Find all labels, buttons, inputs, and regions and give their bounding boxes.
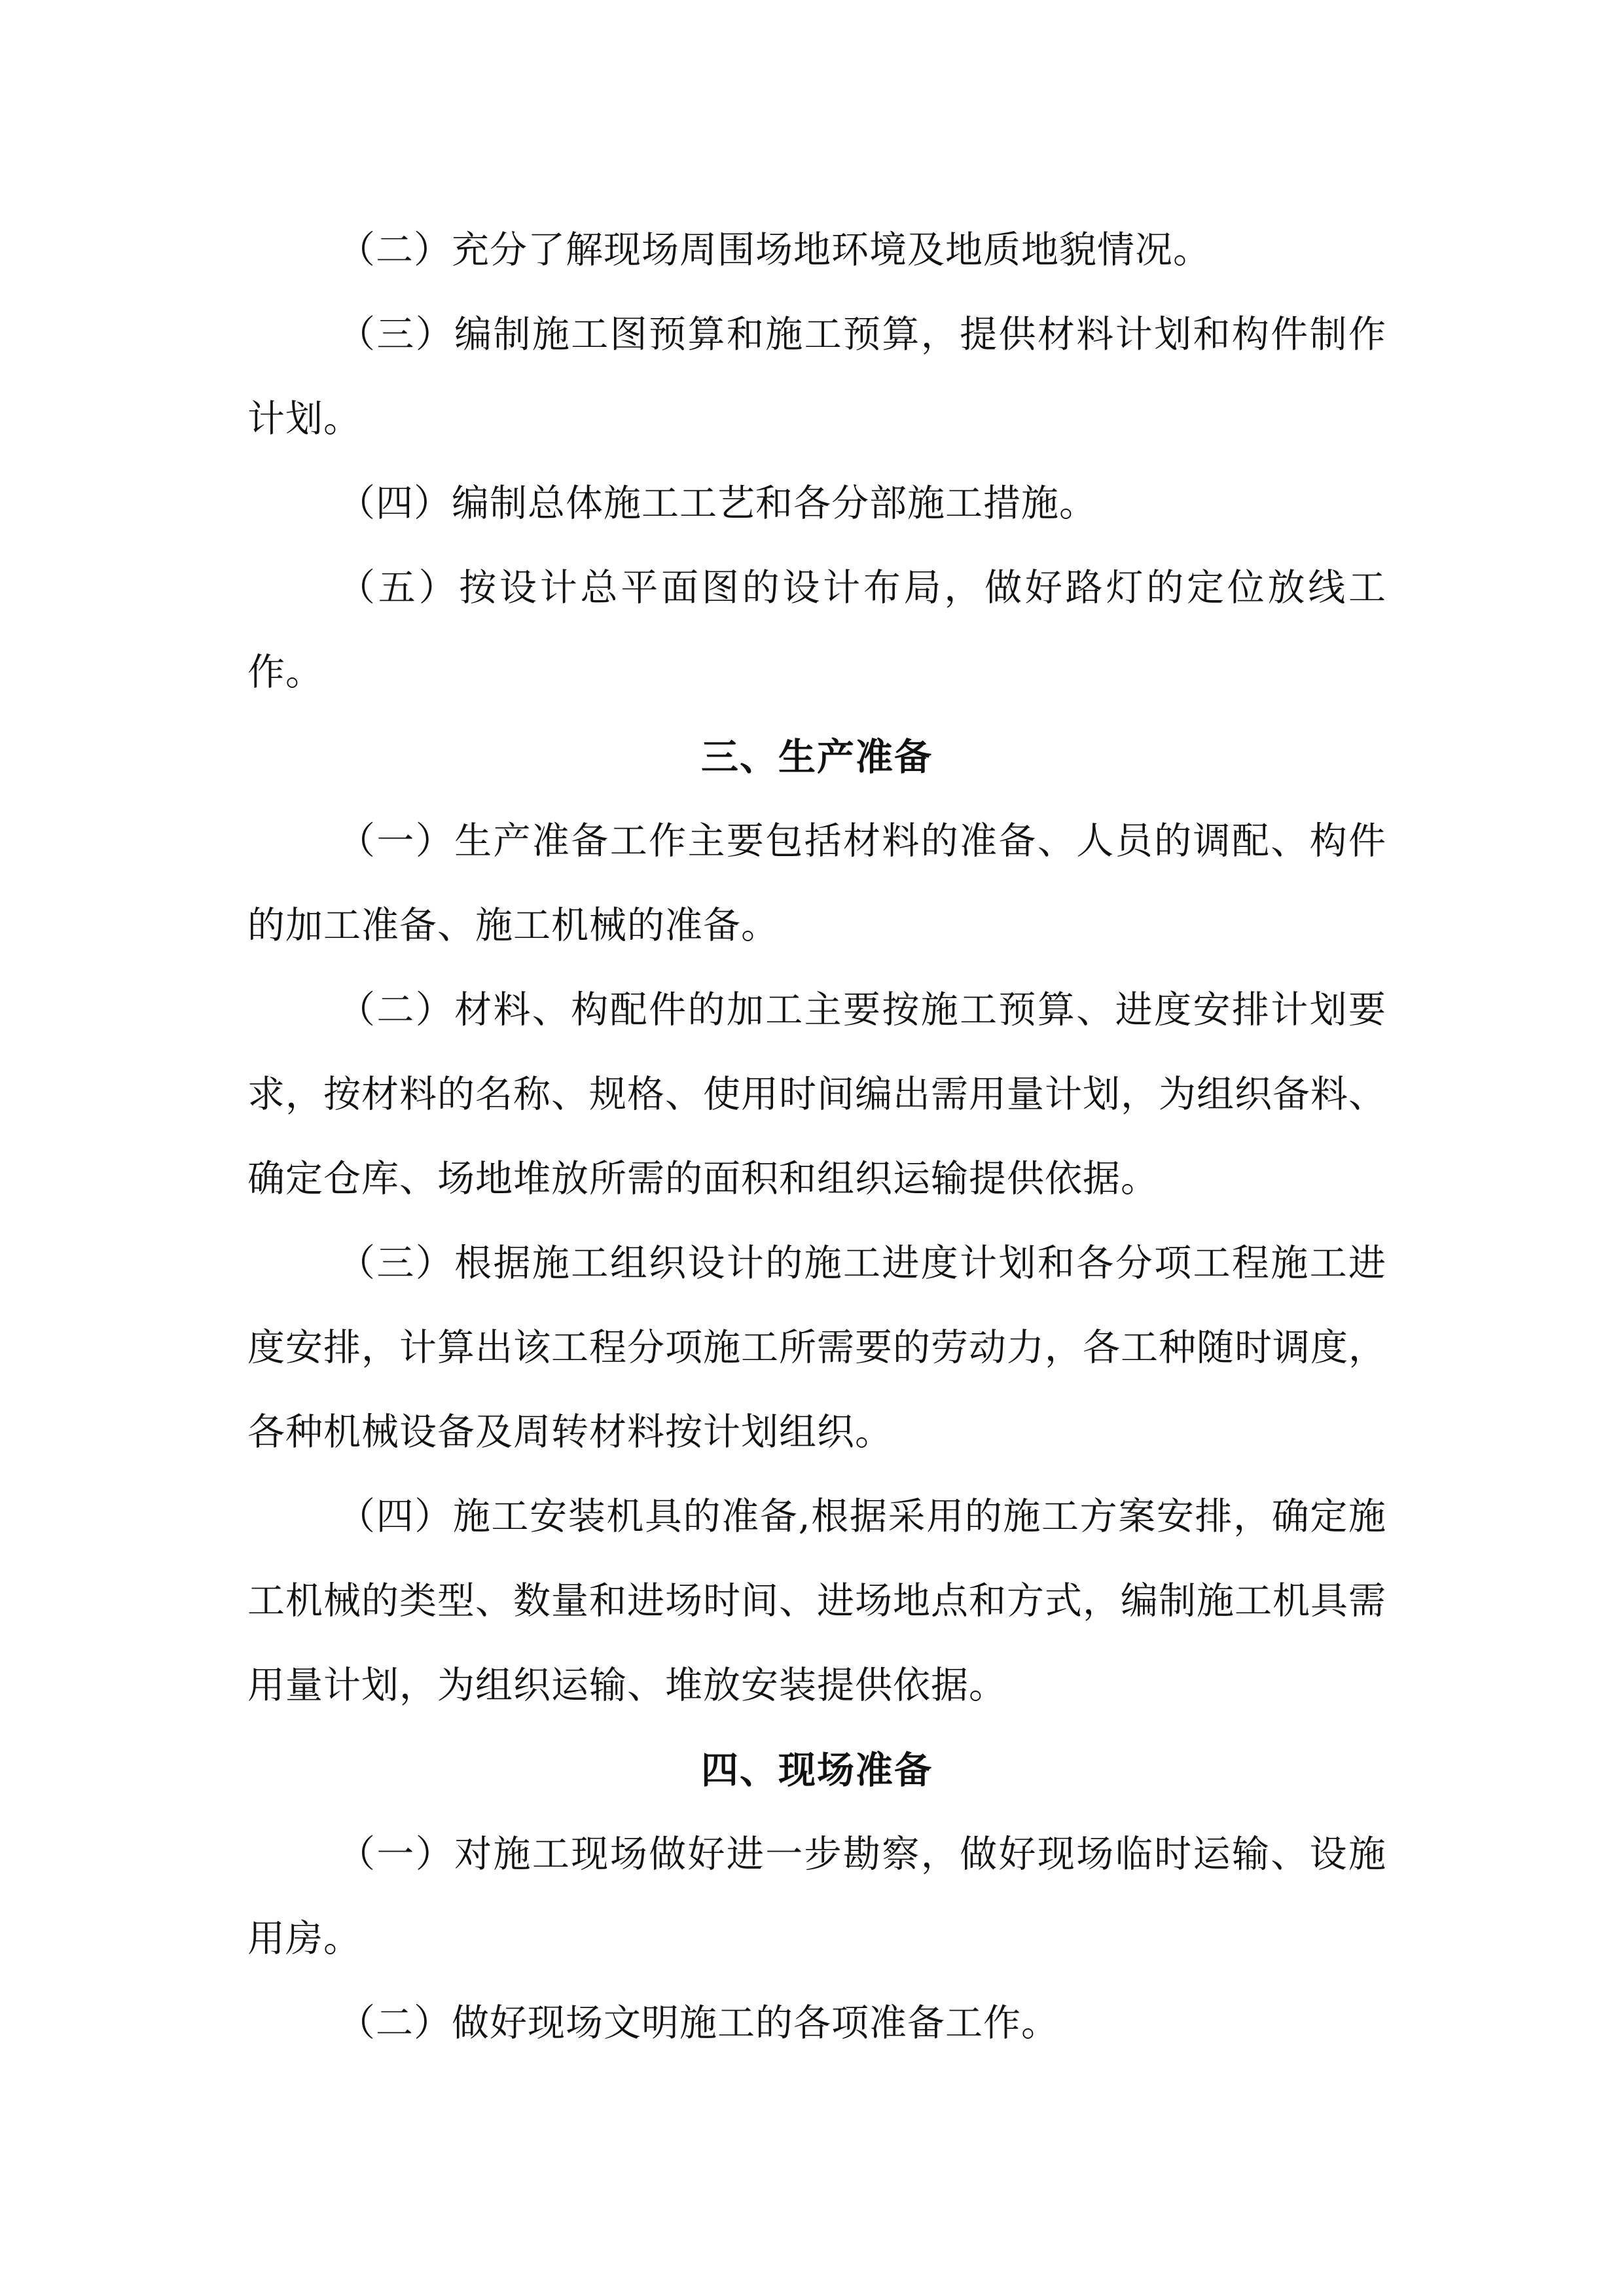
section-heading: 三、生产准备 xyxy=(701,735,933,779)
paragraph: （三）编制施工图预算和施工预算，提供材料计划和构件制作计划。 xyxy=(247,313,1386,440)
paragraph: （二）材料、构配件的加工主要按施工预算、进度安排计划要求，按材料的名称、规格、使用时间编出需用量计划，为组织备料、确定仓库、场地堆放所需的面积和组织运输提供依据。 xyxy=(247,988,1386,1200)
paragraph: （一）生产准备工作主要包括材料的准备、人员的调配、构件的加工准备、施工机械的准备。 xyxy=(247,819,1386,947)
paragraph: （二）做好现场文明施工的各项准备工作。 xyxy=(338,2001,1059,2045)
paragraph: （三）根据施工组织设计的施工进度计划和各分项工程施工进度安排，计算出该工程分项施工所需要的劳动力，各工种随时调度，各种机械设备及周转材料按计划组织。 xyxy=(247,1242,1386,1454)
paragraph: （二）充分了解现场周围场地环境及地质地貌情况。 xyxy=(338,228,1211,272)
paragraph: （四）施工安装机具的准备,根据采用的施工方案安排，确定施工机械的类型、数量和进场时间、进场地点和方式，编制施工机具需用量计划，为组织运输、堆放安装提供依据。 xyxy=(247,1495,1386,1707)
paragraph: （一）对施工现场做好进一步勘察，做好现场临时运输、设施用房。 xyxy=(247,1833,1386,1960)
document-body xyxy=(247,208,1386,2066)
section-heading: 四、现场准备 xyxy=(701,1748,933,1792)
paragraph: （四）编制总体施工工艺和各分部施工措施。 xyxy=(338,482,1097,525)
paragraph: （五）按设计总平面图的设计布局，做好路灯的定位放线工作。 xyxy=(247,566,1386,694)
